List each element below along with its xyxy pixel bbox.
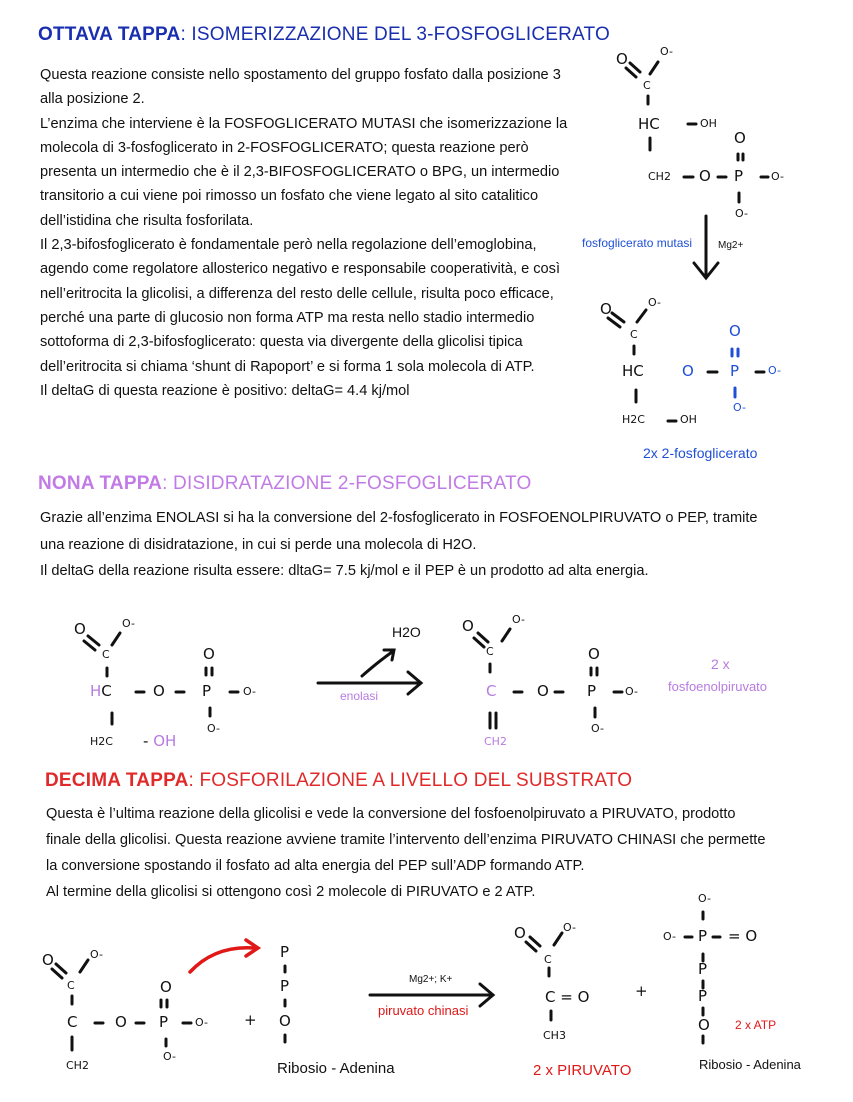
atom: O- (660, 45, 673, 58)
atom: O- (512, 613, 525, 626)
text-line: finale della glicolisi. Questa reazione avviene tramite l’intervento dell’enzima PIRUVATO CHINASI che permette (46, 832, 766, 848)
atom: O (588, 645, 600, 663)
atom: O- (698, 892, 711, 905)
atom: O- (735, 207, 748, 220)
atom: HC (622, 362, 644, 380)
atom: O- (625, 685, 638, 698)
text-line: nell’eritrocita la glicolisi, a differenza del resto delle cellule, risulta poco efficace, (40, 285, 554, 302)
atom: HC (638, 115, 660, 133)
section-9-title-rest: : DISIDRATAZIONE 2-FOSFOGLICERATO (162, 473, 532, 494)
atom: P (280, 943, 290, 961)
text-line: Grazie all’enzima ENOLASI si ha la conversione del 2-fosfoglicerato in FOSFOENOLPIRUVATO o PEP, tramite (40, 510, 758, 526)
plus-sign: + (635, 982, 648, 1000)
text-line: la conversione spostando il fosfato ad alta energia del PEP sull’ADP formando ATP. (46, 858, 585, 874)
product-label: 2 x PIRUVATO (533, 1062, 632, 1079)
enzyme-label: fosfoglicerato mutasi (582, 236, 693, 250)
atom: CH3 (543, 1029, 566, 1042)
section-9-title (38, 473, 532, 495)
text-line: transitorio a cui viene poi rimosso un fosfato che viene legato al sito catalitico (40, 188, 539, 205)
text-line: alla posizione 2. (40, 91, 145, 108)
atom: O (699, 167, 711, 185)
section-10-title (45, 770, 632, 792)
atom: O- (663, 930, 676, 943)
text-line: presenta un intermedio che è il 2,3-BIFOSFOGLICERATO o BPG, un intermedio (40, 164, 560, 181)
atom: O (600, 300, 612, 318)
section-8-title-bold: OTTAVA TAPPA (38, 24, 181, 45)
text-line: Al termine della glicolisi si ottengono così 2 molecole di PIRUVATO e 2 ATP. (46, 884, 536, 900)
atom: O- (733, 401, 746, 414)
atom: O (729, 322, 741, 340)
atom: O (462, 617, 474, 635)
atom: P (734, 167, 744, 185)
atom: O- (163, 1050, 176, 1063)
atom: CH2 (648, 170, 671, 183)
atom: O (698, 1016, 710, 1034)
text-line: Questa è l’ultima reazione della glicolisi e vede la conversione del fosfoenolpiruvato a PIRUVATO, prodotto (46, 806, 736, 822)
atp-label: Ribosio - Adenina (699, 1057, 801, 1072)
atom: O (682, 362, 694, 380)
text-line: sottoforma di 2,3-bifosfoglicerato: questa via divergente della glicolisi tipica (40, 334, 523, 351)
section-8-title-rest: : ISOMERIZZAZIONE DEL 3-FOSFOGLICERATO (180, 24, 610, 45)
text-line: Il 2,3-bifosfoglicerato è fondamentale però nella regolazione dell’emoglobina, (40, 237, 537, 254)
atom: O- (243, 685, 256, 698)
atom: O (616, 50, 628, 68)
atom: O (153, 682, 165, 700)
atom: P (698, 927, 708, 945)
cofactor-label: Mg2+; K+ (409, 974, 453, 985)
section-10-paragraph (46, 801, 765, 905)
atom: O (160, 978, 172, 996)
atom: O (279, 1012, 291, 1030)
text-line: perché una parte di glucosio non forma ATP ma resta nello stadio intermedio (40, 309, 535, 326)
cofactor-label: Mg2+ (718, 240, 744, 251)
atom: OH (700, 117, 717, 130)
atom: C = O (545, 988, 590, 1006)
atom: P (587, 682, 597, 700)
text-line: dell’eritrocita si chiama ‘shunt di Rapoport’ e si forma 1 sola molecola di ATP. (40, 358, 535, 375)
atom: P (698, 960, 708, 978)
section-9-paragraph (40, 505, 758, 585)
atom: O- (563, 921, 576, 934)
atom: P (159, 1013, 169, 1031)
atom: HC (90, 682, 112, 700)
atom: O- (771, 170, 784, 183)
section-10-title-rest: : FOSFORILAZIONE A LIVELLO DEL SUBSTRATO (188, 770, 633, 791)
product-label-count: 2 x (711, 656, 730, 672)
adp-label: Ribosio - Adenina (277, 1060, 395, 1077)
atom: C (544, 953, 552, 966)
atom: CH2 (484, 735, 507, 748)
atom: O- (768, 364, 781, 377)
atom: C (67, 1013, 78, 1031)
product-label-name: fosfoenolpiruvato (668, 679, 768, 694)
atom: O (514, 924, 526, 942)
atom: C (486, 682, 497, 700)
atom: C (67, 979, 75, 992)
atom: P (698, 987, 708, 1005)
atom: O- (591, 722, 604, 735)
section-8-paragraph (40, 63, 567, 403)
section-8-title (38, 24, 610, 46)
atom: C (102, 648, 110, 661)
atom: O- (90, 948, 103, 961)
atom: O (734, 129, 746, 147)
atom: = O (728, 927, 758, 945)
text-line: L’enzima che interviene è la FOSFOGLICERATO MUTASI che isomerizzazione la (40, 115, 568, 132)
section-10-title-bold: DECIMA TAPPA (45, 770, 189, 791)
atom: O (203, 645, 215, 663)
atom: C (630, 328, 638, 341)
text-line: agendo come regolatore allosterico negativo e responsabile cooperatività, e così (40, 261, 561, 278)
text-line: una reazione di disidratazione, in cui si perde una molecola di H2O. (40, 536, 477, 553)
atom: OH (680, 413, 697, 426)
plus-sign: + (244, 1011, 257, 1029)
atom: O- (195, 1016, 208, 1029)
text-line: Il deltaG della reazione risulta essere: dltaG= 7.5 kj/mol e il PEP è un prodotto ad alta energia. (40, 563, 649, 579)
enzyme-label: enolasi (340, 689, 379, 703)
atom: O- (648, 296, 661, 309)
text-line: Questa reazione consiste nello spostamento del gruppo fosfato dalla posizione 3 (40, 67, 561, 83)
atom: P (730, 362, 740, 380)
text-line: molecola di 3-fosfoglicerato in 2-FOSFOGLICERATO; questa reazione però (40, 139, 529, 156)
atom: O- (122, 617, 135, 630)
water-label: H2O (392, 624, 421, 640)
text-line: dell’istidina che risulta fosforilata. (40, 212, 254, 229)
atom: O (115, 1013, 127, 1031)
atom: C (643, 79, 651, 92)
text-line: Il deltaG di questa reazione è positivo: deltaG= 4.4 kj/mol (40, 382, 410, 399)
atom: H2C (90, 735, 113, 748)
product-label: 2 x ATP (735, 1018, 777, 1032)
atom: O (42, 951, 54, 969)
product-label: 2x 2-fosfoglicerato (643, 445, 758, 461)
atom: O- (207, 722, 220, 735)
atom: C (486, 645, 494, 658)
atom: P (202, 682, 212, 700)
atom: O (74, 620, 86, 638)
enzyme-label: piruvato chinasi (378, 1003, 469, 1018)
atom: H2C (622, 413, 645, 426)
atom: CH2 (66, 1059, 89, 1072)
section-9-title-bold: NONA TAPPA (38, 473, 163, 494)
atom: P (280, 977, 290, 995)
atom: - OH (143, 732, 177, 750)
atom: O (537, 682, 549, 700)
